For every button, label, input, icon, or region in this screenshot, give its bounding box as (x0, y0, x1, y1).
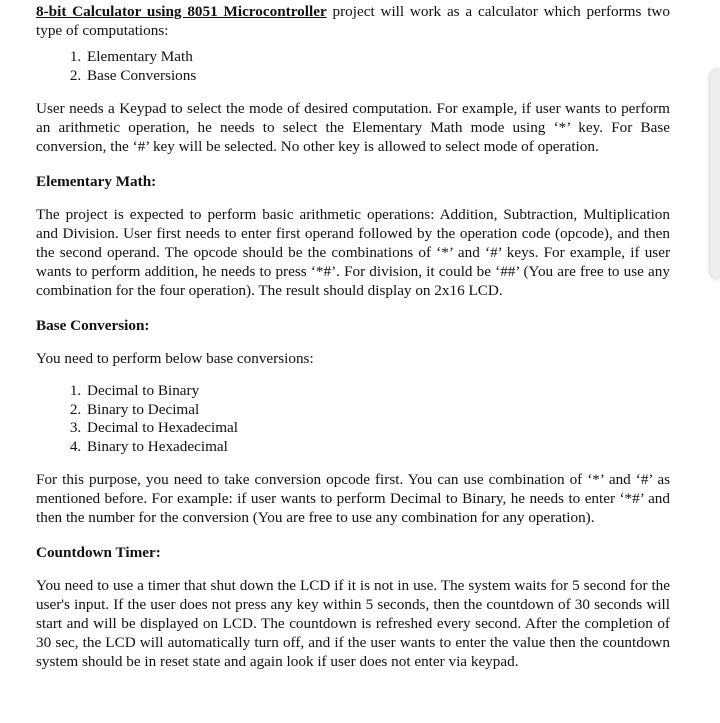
mode-paragraph: User needs a Keypad to select the mode of desired computation. For example, if user wants to perform an arithmetic operation, he needs to select the Elementary Math mode using ‘*’ key. For Base conversion, the ‘#’ key will be selected. No other key is allowed to select mode of operation. (36, 100, 670, 155)
elementary-math-paragraph: The project is expected to perform basic arithmetic operations: Addition, Subtraction, Multiplication and Division. User first needs to enter first operand followed by the operation code (opcode), and then the second operand. The opcode should be the combinations of ‘*’ and ‘#’ keys. For example, if user wants to perform addition, he needs to press ‘*#’. For division, it could be ‘##’ (You are free to use any combination for the four operation). The result should display on 2x16 LCD. (36, 206, 670, 299)
list-item: 3. Decimal to Hexadecimal (85, 419, 670, 438)
intro-paragraph (36, 2, 670, 40)
scrollbar-handle[interactable] (710, 68, 720, 280)
document-page (36, 2, 670, 671)
list-item: 2. Base Conversions (85, 67, 670, 86)
conversion-list (36, 382, 670, 456)
countdown-timer-heading: Countdown Timer: (36, 544, 161, 561)
base-conversion-lead: You need to perform below base conversions: (36, 350, 314, 367)
countdown-timer-paragraph: You need to use a timer that shut down the LCD if it is not in use. The system waits for 5 second for the user's input. If the user does not press any key within 5 seconds, then the countdown of 30 seconds will start and will be displayed on LCD. The countdown is refreshed every second. After the completion of 30 sec, the LCD will automatically turn off, and if the user wants to enter the value then the countdown system should be in reset state and again look if user does not enter via keypad. (36, 577, 670, 670)
list-item: 1. Decimal to Binary (85, 382, 670, 401)
computation-type-list (36, 48, 670, 85)
list-item: 2. Binary to Decimal (85, 401, 670, 420)
list-item: 4. Binary to Hexadecimal (85, 438, 670, 457)
project-title: 8-bit Calculator using 8051 Microcontroller (36, 3, 327, 20)
elementary-math-heading: Elementary Math: (36, 173, 157, 190)
base-conversion-paragraph: For this purpose, you need to take conversion opcode first. You can use combination of ‘*’ and ‘#’ as mentioned before. For example: if user wants to perform Decimal to Binary, he needs to enter ‘*#’ and then the number for the conversion (You are free to use any combination for any operation). (36, 471, 670, 526)
base-conversion-heading: Base Conversion: (36, 317, 150, 334)
list-item: 1. Elementary Math (85, 48, 670, 67)
intro-text: project will work as a calculator which performs two type of computations: (36, 3, 670, 39)
